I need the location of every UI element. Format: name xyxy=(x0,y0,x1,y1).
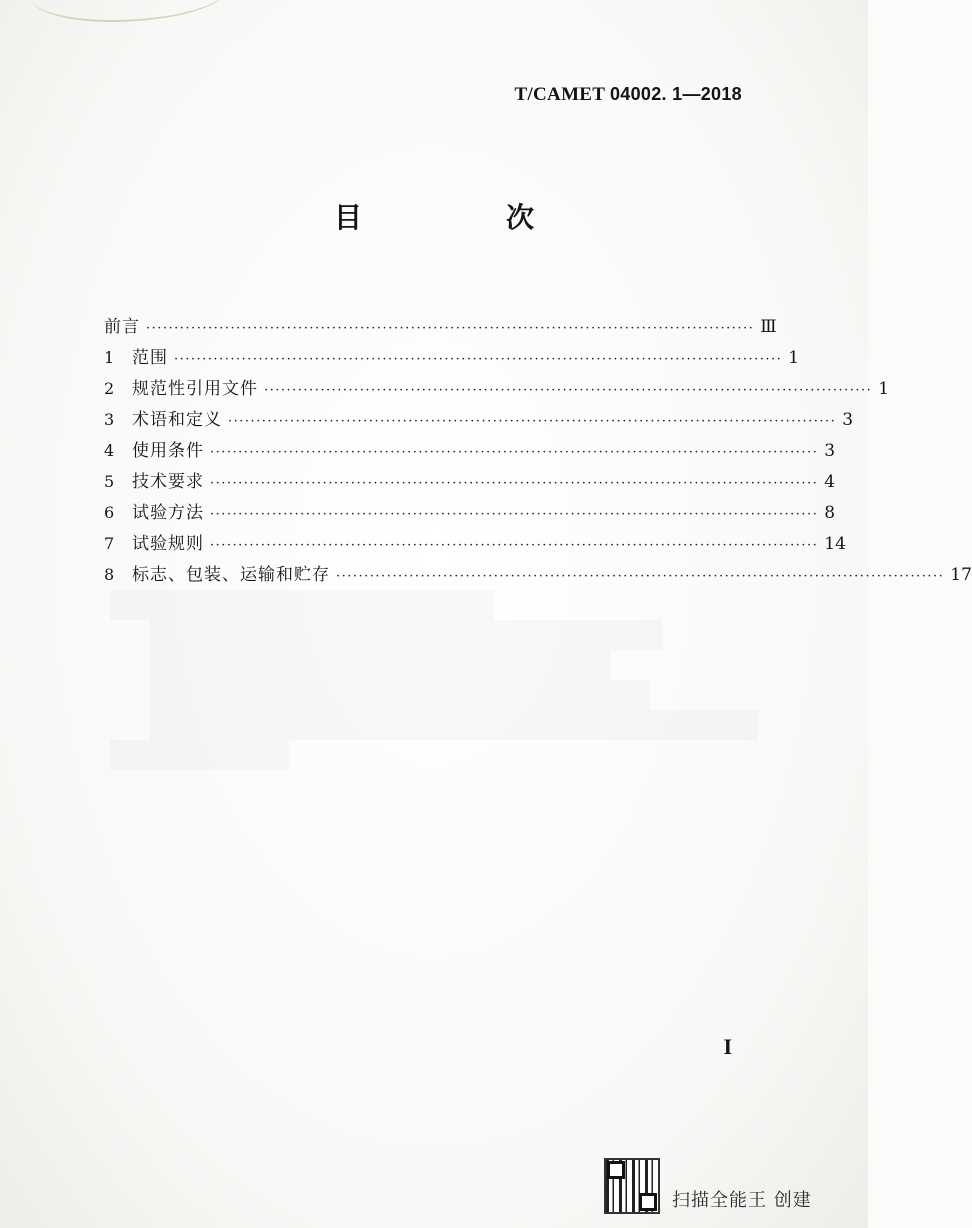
toc-entry-number: 7 xyxy=(104,534,115,553)
toc-entry[interactable] xyxy=(104,374,890,405)
toc-entry-page: 8 xyxy=(824,503,836,523)
toc-entry-number: 1 xyxy=(104,348,115,367)
toc-leader-dots: ············································································································ xyxy=(210,538,819,553)
toc-leader-dots: ············································································································ xyxy=(210,476,819,491)
toc-entry-label: 试验规则 xyxy=(132,534,204,554)
toc-entry-page: 1 xyxy=(788,348,800,368)
toc-entry[interactable] xyxy=(104,498,836,529)
toc-entry-label: 技术要求 xyxy=(132,472,204,492)
toc-entry-number: 5 xyxy=(104,472,115,491)
toc-entry[interactable] xyxy=(104,529,846,560)
toc-entry-number: 4 xyxy=(104,441,115,460)
toc-leader-dots: ············································································································ xyxy=(210,445,819,460)
toc-entry[interactable] xyxy=(104,467,836,498)
page-number: I xyxy=(723,1034,732,1059)
toc-entry-page: 14 xyxy=(824,534,846,554)
toc-leader-dots: ············································································································ xyxy=(210,507,819,522)
toc-entry-label: 术语和定义 xyxy=(132,410,222,430)
toc-entry-page: 17 xyxy=(950,565,972,585)
toc-leader-dots: ············································································································ xyxy=(228,414,837,429)
doc-code-number: 04002. 1—2018 xyxy=(609,84,742,104)
toc-leader-dots: ············································································································ xyxy=(264,383,873,398)
table-of-contents xyxy=(104,312,972,591)
toc-entry[interactable] xyxy=(104,436,836,467)
toc-entry-number: 6 xyxy=(104,503,115,522)
toc-entry-label: 前言 xyxy=(104,317,140,337)
toc-entry-page: 4 xyxy=(824,472,836,492)
toc-leader-dots: ············································································································ xyxy=(146,321,755,336)
toc-entry[interactable] xyxy=(104,405,854,436)
bleed-through-shadow xyxy=(110,590,750,770)
doc-code-prefix: T/CAMET xyxy=(514,84,605,105)
toc-entry-page: 3 xyxy=(824,441,836,461)
toc-leader-dots: ············································································································ xyxy=(174,352,783,367)
toc-entry-label: 试验方法 xyxy=(132,503,204,523)
toc-entry-page: 3 xyxy=(842,410,854,430)
scan-corner-mark xyxy=(30,0,230,22)
toc-entry-label: 规范性引用文件 xyxy=(132,379,258,399)
toc-entry-page: 1 xyxy=(878,379,890,399)
toc-entry-number: 8 xyxy=(104,565,115,584)
toc-entry[interactable] xyxy=(104,343,800,374)
toc-entry-number: 2 xyxy=(104,379,115,398)
toc-entry-label: 范围 xyxy=(132,348,168,368)
scanner-watermark: 扫描全能王 创建 xyxy=(672,1190,812,1211)
toc-leader-dots: ············································································································ xyxy=(336,569,945,584)
page-title: 目 次 xyxy=(333,201,592,234)
toc-entry[interactable] xyxy=(104,312,777,343)
document-code xyxy=(514,84,742,106)
qr-code-icon xyxy=(606,1160,658,1212)
toc-entry-page: Ⅲ xyxy=(760,317,777,337)
toc-entry-label: 使用条件 xyxy=(132,441,204,461)
toc-entry-number: 3 xyxy=(104,410,115,429)
toc-entry-label: 标志、包装、运输和贮存 xyxy=(132,565,330,585)
toc-entry[interactable] xyxy=(104,560,972,591)
